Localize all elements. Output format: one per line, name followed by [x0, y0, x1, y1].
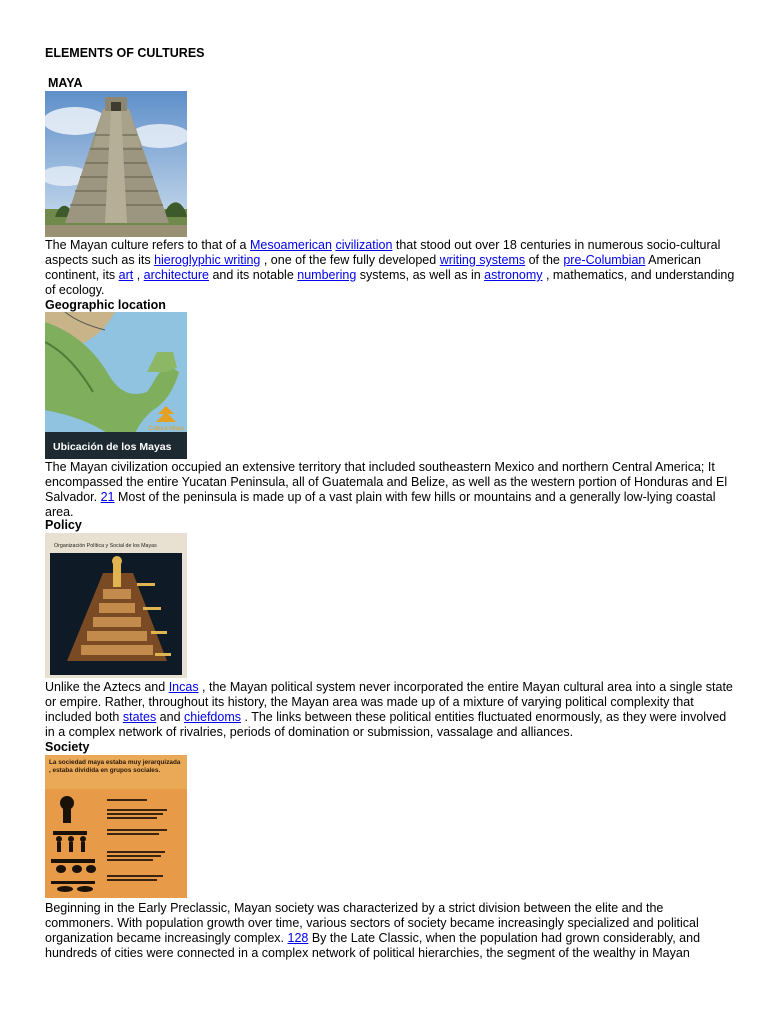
link-writing-systems[interactable]: writing systems	[439, 253, 526, 267]
text: The Mayan culture refers to that of a	[45, 238, 250, 252]
link-architecture[interactable]: architecture	[143, 268, 209, 282]
policy-image-title: Organización Política y Social de los Mayas	[54, 543, 157, 549]
policy-paragraph	[45, 680, 735, 740]
link-ref-128[interactable]: 128	[287, 931, 309, 945]
link-hieroglyphic-writing[interactable]: hieroglyphic writing	[154, 253, 261, 267]
text: Most of the peninsula is made up of a vast plain with few hills or mountains and a generally low-lying coastal area.	[45, 490, 716, 519]
map-image	[45, 312, 187, 459]
link-numbering[interactable]: numbering	[297, 268, 357, 282]
text: Unlike the Aztecs and	[45, 680, 169, 694]
text: The Mayan civilization occupied an extensive territory that included southeastern Mexico and northern Central America; It encompassed the entire Yucatan Peninsula, all of Guatemala and Belize, as well as the western portion of Honduras and El Salvador.	[45, 460, 728, 504]
map-caption: Ubicación de los Mayas	[53, 441, 172, 453]
society-heading: Society	[45, 740, 90, 754]
text: and its notable	[208, 268, 298, 282]
text: that stood out over 18 centuries in numerous socio-cultural aspects such as its	[45, 238, 721, 267]
text: and	[156, 710, 185, 724]
society-image-title: La sociedad maya estaba muy jerarquizada , estaba dividida en grupos sociales.	[49, 759, 181, 774]
society-paragraph	[45, 901, 735, 961]
link-ref-21[interactable]: 21	[100, 490, 115, 504]
policy-heading: Policy	[45, 518, 82, 532]
text: American continent, its	[45, 253, 701, 282]
link-art[interactable]: art	[118, 268, 134, 282]
text: Beginning in the Early Preclassic, Mayan society was characterized by a strict division between the elite and the commoners. With population growth over time, various sectors of society became increasingly specialized and political organization became increasingly complex.	[45, 901, 699, 945]
logo-text: Cultura Maya	[148, 426, 184, 432]
pyramid-image	[45, 91, 187, 237]
text: ,	[133, 268, 144, 282]
text: , one of the few fully developed	[260, 253, 440, 267]
text: . The links between these political entities fluctuated enormously, as they were involved in a complex network of rivalries, periods of domination or submission, vassalage and alliances.	[45, 710, 727, 739]
maya-paragraph	[45, 238, 735, 298]
link-chiefdoms[interactable]: chiefdoms	[184, 710, 241, 724]
link-civilization[interactable]: civilization	[335, 238, 393, 252]
link-incas[interactable]: Incas	[168, 680, 199, 694]
maya-heading: MAYA	[48, 76, 83, 90]
text: , the Mayan political system never incorporated the entire Mayan cultural area into a single state or empire. Rather, throughout its history, the Mayan area was made up of a mixture of varying political complexity that included both	[45, 680, 733, 724]
link-states[interactable]: states	[122, 710, 157, 724]
text: By the Late Classic, when the population had grown considerably, and hundreds of cities were connected in a complex network of political hierarchies, the segment of the wealthy in Mayan	[45, 931, 701, 960]
geo-paragraph	[45, 460, 735, 520]
text: of the	[525, 253, 564, 267]
document-title: ELEMENTS OF CULTURES	[45, 46, 205, 60]
text: , mathematics, and understanding of ecology.	[45, 268, 735, 297]
link-pre-columbian[interactable]: pre-Columbian	[563, 253, 646, 267]
geo-heading: Geographic location	[45, 298, 166, 312]
society-image	[45, 755, 187, 898]
link-astronomy[interactable]: astronomy	[484, 268, 543, 282]
political-organization-image	[45, 533, 187, 678]
link-mesoamerican[interactable]: Mesoamerican	[249, 238, 332, 252]
text: systems, as well as in	[356, 268, 485, 282]
